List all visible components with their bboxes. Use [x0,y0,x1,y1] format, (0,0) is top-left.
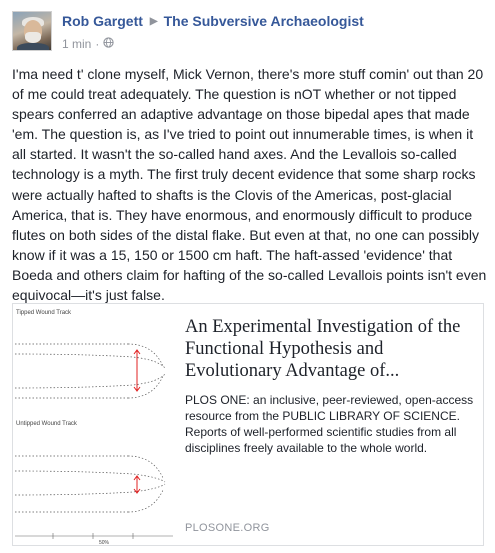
separator-dot: · [95,37,100,51]
tipped-wound-track-diagram [15,344,165,398]
untipped-wound-track-diagram [15,456,165,512]
link-preview-text [185,316,475,456]
avatar-beard [25,32,41,43]
triangle-right-icon: ▶ [149,15,158,27]
author-name[interactable]: Rob Gargett [62,13,143,29]
avatar-shirt [17,43,49,51]
post-meta [62,37,114,51]
timestamp[interactable]: 1 min [62,37,92,51]
link-preview-domain: PLOSONE.ORG [185,522,270,534]
post-body: I'ma need t' clone myself, Mick Vernon, there's more stuff comin' out than 20 of me could treat adequately. The question is nOT whether or not tipped spears conferred an adaptive advantage on those bipedal apes that made 'em. The question is, as I've tried to point out innumerable times, is when it all started. It wasn't the so-called hand axes. And the Levallois so-called technology is a myth. The first truly decent evidence that some sharp rocks were actually hafted to shafts is the Clovis of the Americas, post-glacial America, that is. They have enormous, and enormously difficult to produce flutes on both sides of the distal flake. But even at that, no one can possibly know if it was a 15, 150 or 1500 cm haft. The haft-assed 'evidence' that Boeda and others claim for hafting of the so-called Levallois points isn't even equivocal—it's just false. [12,66,487,304]
link-preview-description: PLOS ONE: an inclusive, peer-reviewed, open-access resource from the PUBLIC LIBRARY OF SCIENCE. Reports of well-performed scientific studies from all disciplines freely available to the whole world. [185,393,474,455]
figure-label-untipped: Untipped Wound Track [16,421,77,427]
target-group-name[interactable]: The Subversive Archaeologist [163,13,364,29]
figure-axis [15,533,173,539]
figure-label-tipped: Tipped Wound Track [16,310,72,316]
untipped-wound-marker [134,476,140,493]
post-header [62,13,364,29]
link-preview-title[interactable]: An Experimental Investigation of the Functional Hypothesis and Evolutionary Advantage of... [185,317,461,381]
link-preview-card[interactable] [12,303,484,546]
link-preview-image[interactable] [13,304,175,545]
globe-icon[interactable] [103,37,114,51]
figure-axis-label: 50% [99,540,110,545]
avatar[interactable] [12,11,52,51]
